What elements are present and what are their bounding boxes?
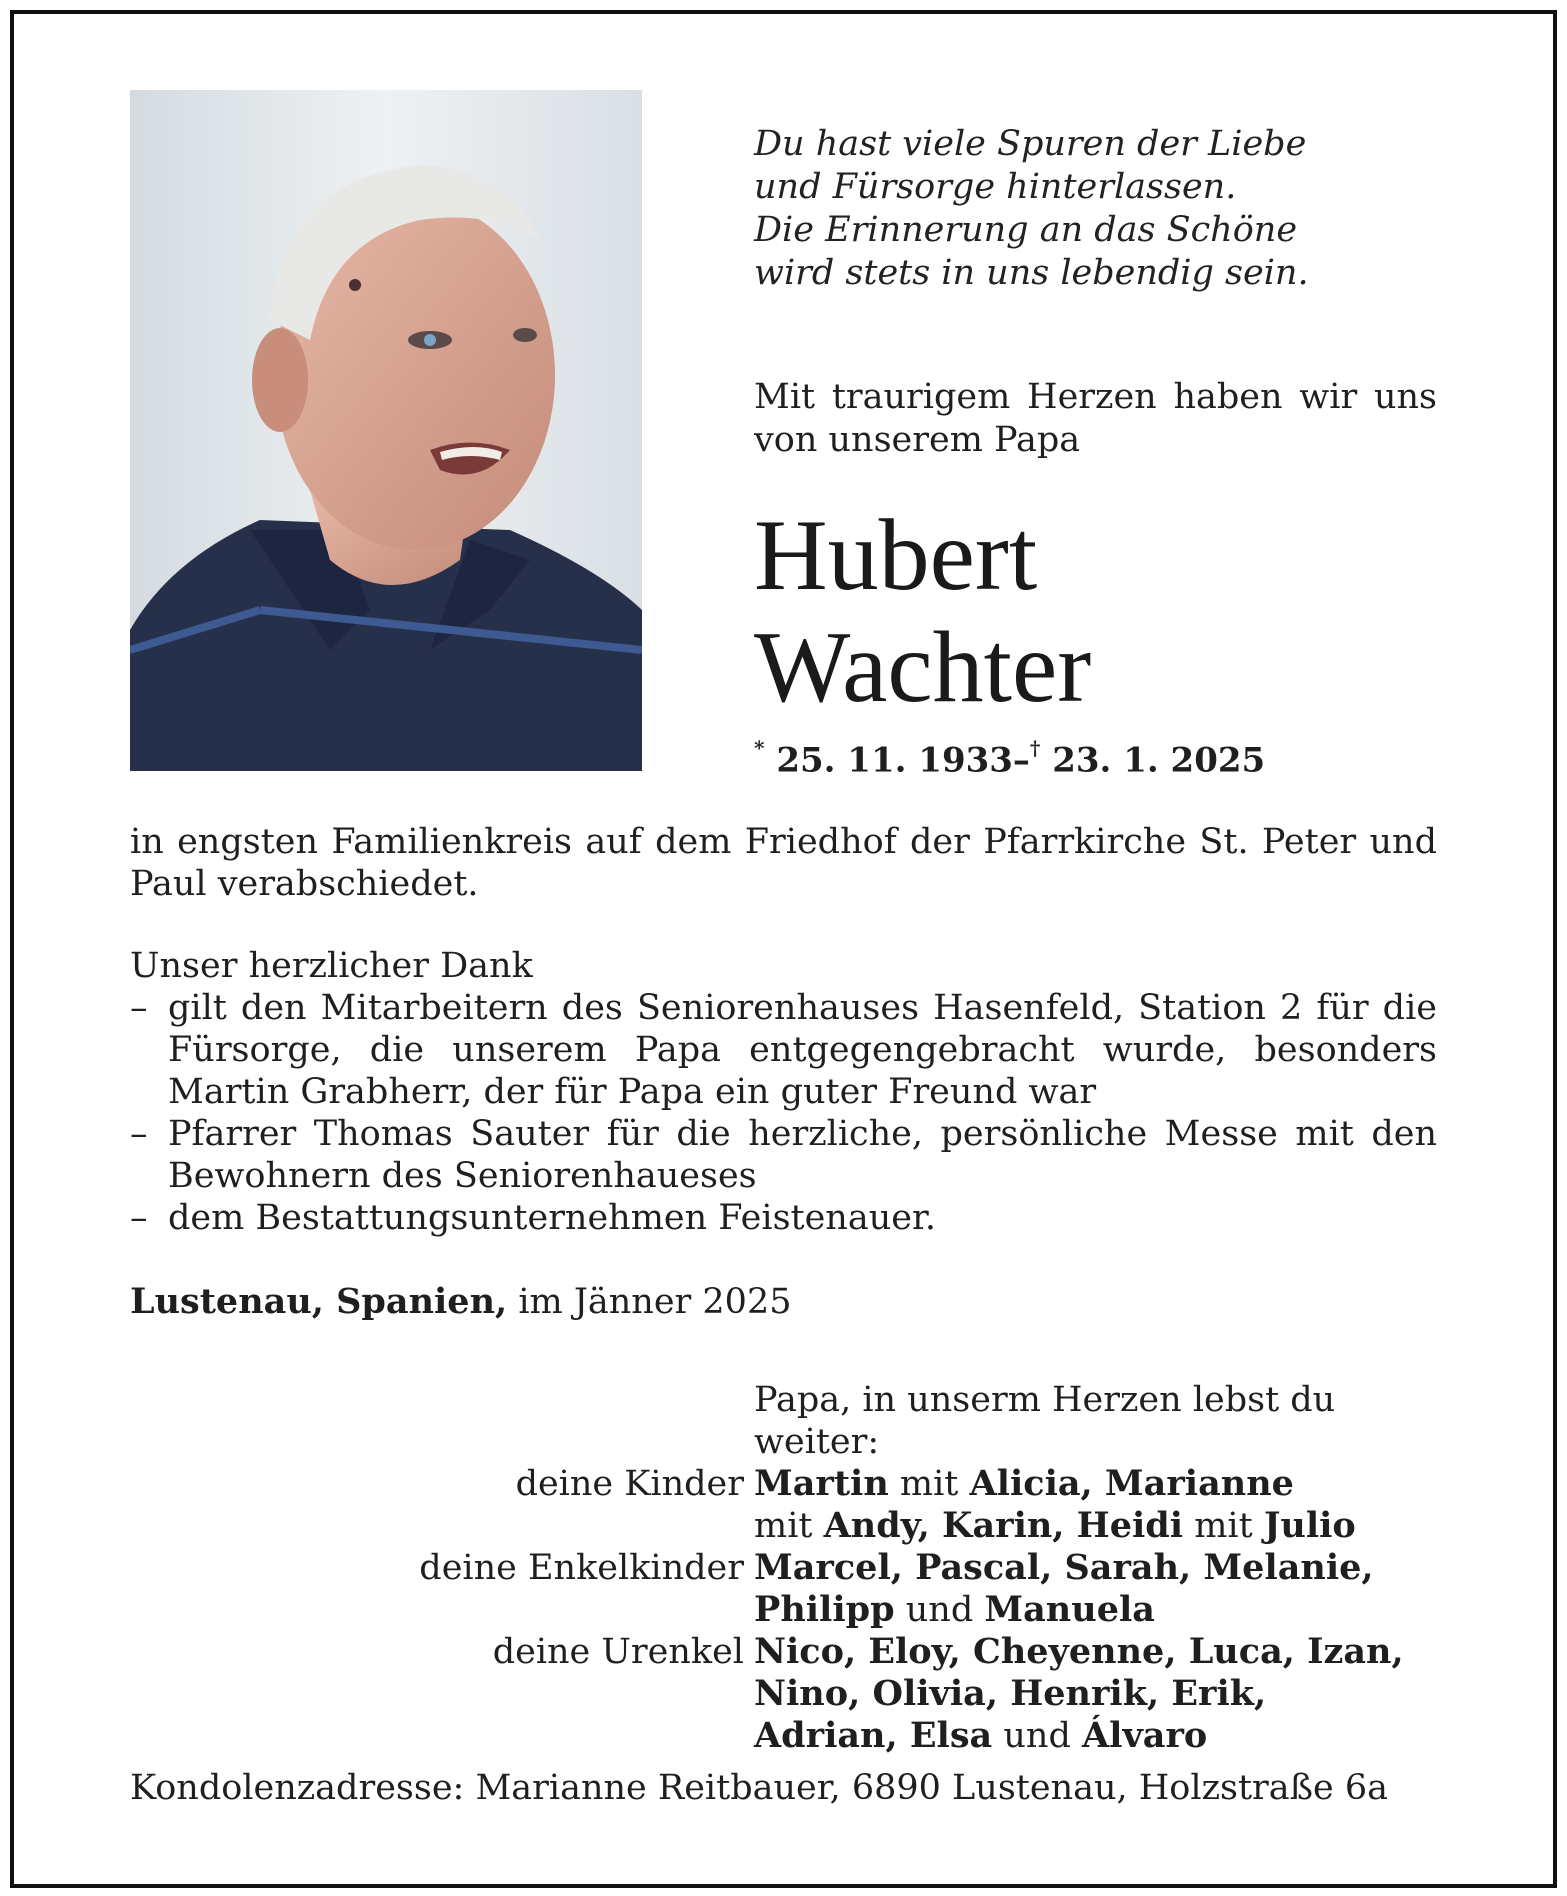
connector: und (905, 1590, 974, 1630)
enkel-names (754, 1547, 1437, 1631)
main-text (130, 821, 1437, 1323)
connector: und (1003, 1716, 1071, 1756)
intro-line-2: von unserem Papa (754, 420, 1081, 460)
last-name: Wachter (754, 611, 1092, 724)
intro-text (754, 376, 1437, 462)
name: Manuela (984, 1589, 1155, 1630)
birth-symbol: * (754, 736, 765, 760)
month-year: im Jänner 2025 (518, 1282, 792, 1322)
thanks-item (130, 1197, 1437, 1239)
thanks-item (130, 1113, 1437, 1197)
family-row-kinder (130, 1463, 1437, 1547)
thanks-item-text: gilt den Mitarbeitern des Seniorenhauses Hasenfeld, Station 2 für die Fürsorge, die unserem Papa entgegengebracht wurde, besonders Martin Grabherr, der für Papa ein guter Freund war (168, 988, 1437, 1112)
connector: mit (899, 1464, 959, 1504)
death-date: 23. 1. 2025 (1052, 740, 1266, 781)
name: Nino, Olivia, Henrik, Erik, (754, 1673, 1267, 1714)
urenkel-label: deine Urenkel (492, 1632, 744, 1672)
name: Julio (1263, 1505, 1356, 1546)
birth-date: 25. 11. 1933 (776, 740, 1013, 781)
verse-line: Die Erinnerung an das Schöne (754, 210, 1298, 250)
thanks-item-text: Pfarrer Thomas Sauter für die herzliche, persönliche Messe mit den Bewohnern des Seniorenhaueses (168, 1114, 1437, 1196)
verse-line: und Fürsorge hinterlassen. (754, 167, 1237, 207)
list-dash: – (130, 1114, 148, 1154)
verse-line: wird stets in uns lebendig sein. (754, 253, 1309, 293)
family-row-enkel (130, 1547, 1437, 1631)
family-heading: Papa, in unserm Herzen lebst du weiter: (754, 1380, 1336, 1462)
thanks-item (130, 987, 1437, 1113)
thanks-list (130, 987, 1437, 1239)
intro-line-1: Mit traurigem Herzen haben wir uns (754, 377, 1437, 417)
portrait-illustration (130, 90, 642, 771)
connector: mit (1194, 1506, 1253, 1546)
name: Adrian, Elsa (754, 1715, 993, 1756)
condolence-address: Kondolenzadresse: Marianne Reitbauer, 6890 Lustenau, Holzstraße 6a (130, 1768, 1388, 1808)
name: Marcel, Pascal, Sarah, Melanie, (754, 1547, 1374, 1588)
list-dash: – (130, 988, 148, 1028)
memorial-verse (754, 123, 1474, 295)
date-separator: – (1012, 740, 1030, 781)
name: Álvaro (1082, 1715, 1208, 1756)
deceased-name (754, 500, 1474, 724)
thanks-heading: Unser herzlicher Dank (130, 946, 533, 986)
name: Andy, Karin, Heidi (823, 1505, 1184, 1546)
portrait-photo (130, 90, 642, 771)
death-symbol: † (1029, 736, 1041, 760)
family-list (130, 1379, 1437, 1757)
kinder-label: deine Kinder (515, 1464, 744, 1504)
urenkel-names (754, 1631, 1437, 1757)
first-name: Hubert (754, 499, 1038, 612)
enkel-label: deine Enkelkinder (419, 1548, 744, 1588)
kinder-names (754, 1463, 1437, 1547)
family-row-urenkel (130, 1631, 1437, 1757)
name: Philipp (754, 1589, 895, 1630)
thanks-item-text: dem Bestattungsunternehmen Feistenauer. (168, 1198, 936, 1238)
name: Martin (754, 1463, 889, 1504)
name: Alicia, Marianne (969, 1463, 1294, 1504)
list-dash: – (130, 1198, 148, 1238)
name: Nico, Eloy, Cheyenne, Luca, Izan, (754, 1631, 1404, 1672)
place-names: Lustenau, Spanien, (130, 1281, 508, 1322)
place-date-line (130, 1281, 1437, 1323)
connector: mit (754, 1506, 813, 1546)
life-dates (754, 736, 1266, 781)
verse-line: Du hast viele Spuren der Liebe (754, 124, 1307, 164)
farewell-paragraph: in engsten Familienkreis auf dem Friedhof der Pfarrkirche St. Peter und Paul verabschiedet. (130, 822, 1437, 904)
